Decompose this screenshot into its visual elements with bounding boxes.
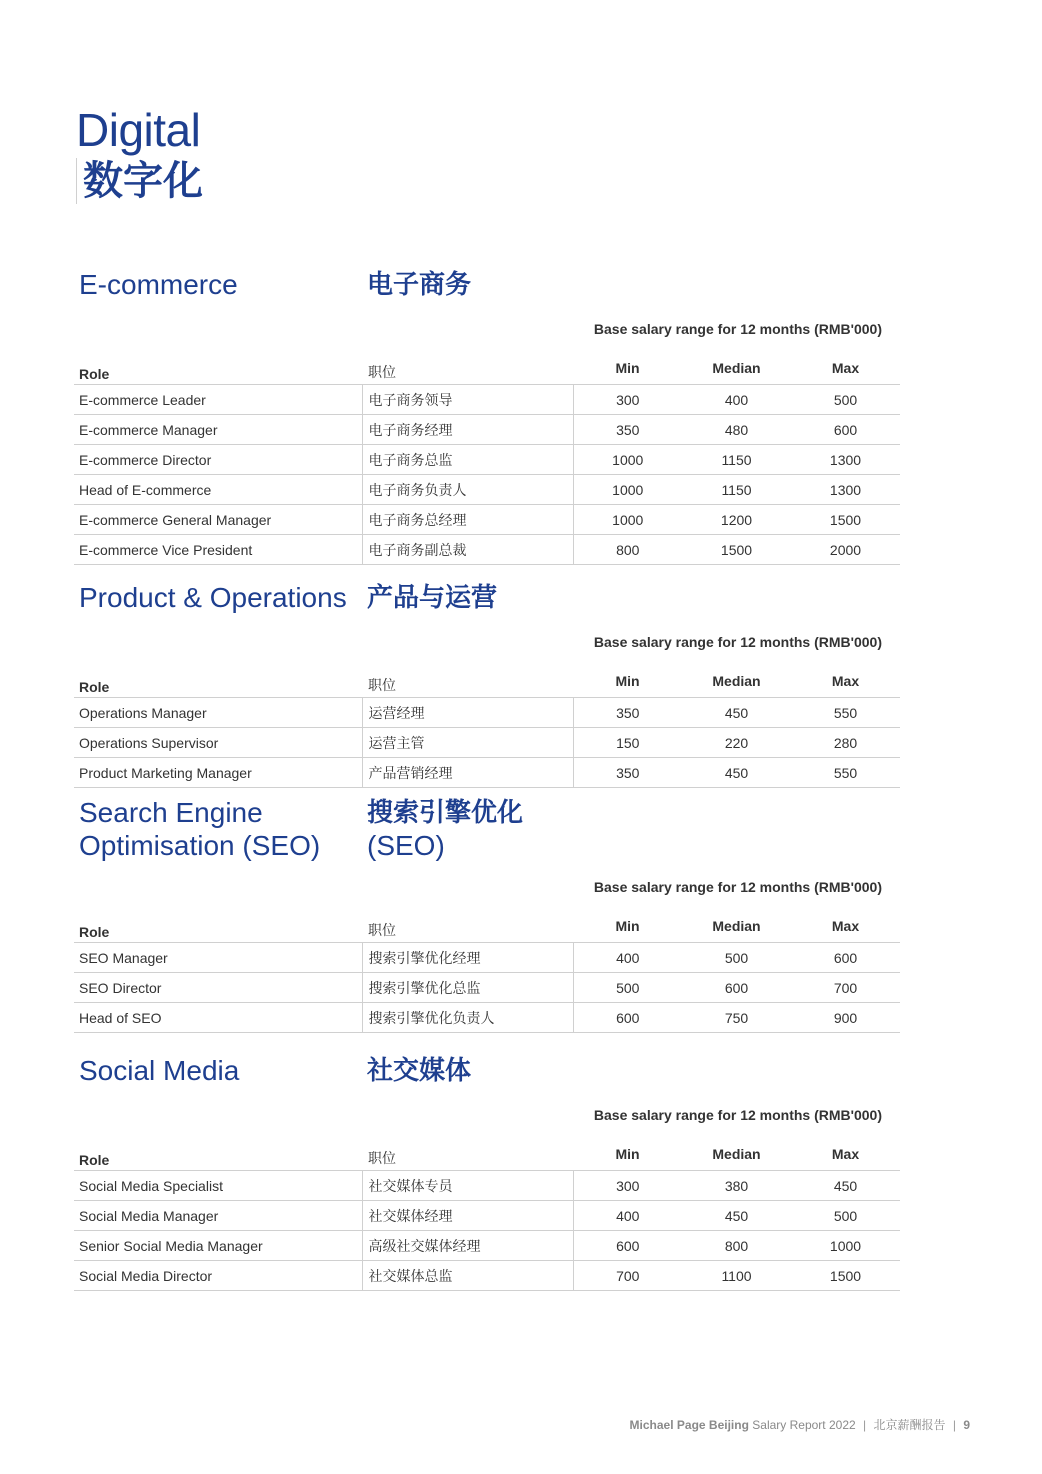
table-row: [74, 973, 900, 1003]
page-title-cn: 数字化: [76, 158, 203, 204]
footer-cn: 北京薪酬报告: [873, 1418, 946, 1432]
section-ecommerce: [74, 268, 900, 565]
cell-role: E-commerce Leader: [74, 385, 362, 415]
cell-role: Operations Supervisor: [74, 728, 362, 758]
col-min: Min: [573, 338, 682, 385]
cell-median: 1200: [682, 505, 791, 535]
cell-role: Senior Social Media Manager: [74, 1231, 362, 1261]
cell-max: 1000: [791, 1231, 900, 1261]
cell-role: E-commerce Manager: [74, 415, 362, 445]
cell-max: 450: [791, 1171, 900, 1201]
col-median: Median: [682, 1124, 791, 1171]
cell-role-cn: 产品营销经理: [362, 758, 573, 788]
section-seo: [74, 796, 900, 1033]
section-title-en: Product & Operations: [79, 582, 347, 613]
col-median: Median: [682, 651, 791, 698]
cell-min: 600: [573, 1003, 682, 1033]
cell-min: 500: [573, 973, 682, 1003]
cell-role-cn: 社交媒体专员: [362, 1171, 573, 1201]
cell-median: 1150: [682, 475, 791, 505]
cell-role: Head of SEO: [74, 1003, 362, 1033]
table-row: [74, 943, 900, 973]
cell-role-cn: 电子商务经理: [362, 415, 573, 445]
section-title-en: E-commerce: [79, 269, 238, 300]
cell-median: 1100: [682, 1261, 791, 1291]
table-header-row: [74, 896, 900, 943]
section-header: [74, 581, 900, 651]
cell-max: 1300: [791, 445, 900, 475]
footer-brand: Michael Page Beijing: [629, 1418, 749, 1432]
section-title-en-line1: Search Engine: [79, 797, 263, 828]
cell-role: Operations Manager: [74, 698, 362, 728]
section-header: [74, 796, 900, 896]
cell-role: E-commerce Director: [74, 445, 362, 475]
cell-role-cn: 电子商务总经理: [362, 505, 573, 535]
table-row: [74, 445, 900, 475]
cell-max: 900: [791, 1003, 900, 1033]
cell-max: 280: [791, 728, 900, 758]
cell-min: 1000: [573, 445, 682, 475]
table-row: [74, 505, 900, 535]
cell-min: 150: [573, 728, 682, 758]
cell-role-cn: 搜索引擎优化总监: [362, 973, 573, 1003]
table-row: [74, 385, 900, 415]
cell-role-cn: 高级社交媒体经理: [362, 1231, 573, 1261]
cell-role-cn: 社交媒体经理: [362, 1201, 573, 1231]
col-max: Max: [791, 651, 900, 698]
cell-median: 1500: [682, 535, 791, 565]
cell-role: SEO Director: [74, 973, 362, 1003]
cell-median: 220: [682, 728, 791, 758]
cell-min: 1000: [573, 475, 682, 505]
cell-role-cn: 运营主管: [362, 728, 573, 758]
col-role-cn: 职位: [362, 651, 573, 698]
cell-min: 800: [573, 535, 682, 565]
cell-role: E-commerce General Manager: [74, 505, 362, 535]
cell-median: 400: [682, 385, 791, 415]
cell-role-cn: 电子商务领导: [362, 385, 573, 415]
range-label: Base salary range for 12 months (RMB'000): [593, 634, 882, 650]
salary-table: [74, 338, 900, 565]
cell-role: Social Media Specialist: [74, 1171, 362, 1201]
col-role: Role: [74, 651, 362, 698]
cell-max: 600: [791, 415, 900, 445]
section-title-en: Social Media: [79, 1055, 240, 1086]
cell-role-cn: 运营经理: [362, 698, 573, 728]
cell-median: 800: [682, 1231, 791, 1261]
col-max: Max: [791, 338, 900, 385]
cell-max: 700: [791, 973, 900, 1003]
table-header-row: [74, 651, 900, 698]
cell-median: 480: [682, 415, 791, 445]
cell-max: 1500: [791, 505, 900, 535]
table-row: [74, 415, 900, 445]
cell-max: 1300: [791, 475, 900, 505]
footer-report: Salary Report 2022: [752, 1418, 856, 1432]
cell-median: 500: [682, 943, 791, 973]
table-row: [74, 1171, 900, 1201]
page-title: [76, 104, 203, 204]
table-row: [74, 475, 900, 505]
col-role: Role: [74, 896, 362, 943]
cell-min: 350: [573, 698, 682, 728]
table-row: [74, 758, 900, 788]
cell-role-cn: 社交媒体总监: [362, 1261, 573, 1291]
col-role-cn: 职位: [362, 1124, 573, 1171]
cell-min: 300: [573, 1171, 682, 1201]
cell-min: 1000: [573, 505, 682, 535]
section-title-cn: 产品与运营: [367, 582, 498, 612]
cell-role-cn: 电子商务总监: [362, 445, 573, 475]
cell-median: 750: [682, 1003, 791, 1033]
section-title-cn: 社交媒体: [367, 1055, 472, 1085]
cell-median: 450: [682, 698, 791, 728]
table-row: [74, 1201, 900, 1231]
section-social-media: [74, 1054, 900, 1291]
cell-max: 600: [791, 943, 900, 973]
col-role-cn: 职位: [362, 896, 573, 943]
cell-median: 450: [682, 1201, 791, 1231]
range-label: Base salary range for 12 months (RMB'000): [593, 1107, 882, 1123]
section-title-en: [79, 796, 320, 862]
footer-separator: |: [863, 1418, 867, 1432]
cell-role: Product Marketing Manager: [74, 758, 362, 788]
cell-role: SEO Manager: [74, 943, 362, 973]
cell-role: E-commerce Vice President: [74, 535, 362, 565]
section-title-cn: [367, 796, 523, 862]
section-title-cn-line2: (SEO): [367, 830, 445, 861]
cell-max: 1500: [791, 1261, 900, 1291]
cell-role: Social Media Director: [74, 1261, 362, 1291]
cell-median: 1150: [682, 445, 791, 475]
table-row: [74, 1003, 900, 1033]
cell-min: 350: [573, 415, 682, 445]
cell-min: 400: [573, 943, 682, 973]
section-title-cn-line1: 搜索引擎优化: [367, 797, 524, 827]
table-row: [74, 698, 900, 728]
cell-min: 600: [573, 1231, 682, 1261]
cell-min: 350: [573, 758, 682, 788]
salary-table: [74, 896, 900, 1033]
cell-median: 600: [682, 973, 791, 1003]
section-header: [74, 1054, 900, 1124]
salary-table: [74, 651, 900, 788]
col-role-cn: 职位: [362, 338, 573, 385]
cell-role-cn: 电子商务副总裁: [362, 535, 573, 565]
section-title-cn: 电子商务: [367, 269, 472, 299]
cell-max: 550: [791, 698, 900, 728]
cell-min: 400: [573, 1201, 682, 1231]
salary-table: [74, 1124, 900, 1291]
col-median: Median: [682, 338, 791, 385]
cell-max: 500: [791, 1201, 900, 1231]
col-min: Min: [573, 1124, 682, 1171]
table-row: [74, 535, 900, 565]
page-number: 9: [963, 1418, 970, 1432]
cell-role: Head of E-commerce: [74, 475, 362, 505]
page-title-en: Digital: [76, 104, 201, 156]
col-role: Role: [74, 1124, 362, 1171]
cell-median: 450: [682, 758, 791, 788]
cell-max: 500: [791, 385, 900, 415]
table-row: [74, 1261, 900, 1291]
col-role: Role: [74, 338, 362, 385]
footer-separator: |: [952, 1418, 956, 1432]
section-header: [74, 268, 900, 338]
table-row: [74, 1231, 900, 1261]
cell-median: 380: [682, 1171, 791, 1201]
cell-min: 700: [573, 1261, 682, 1291]
col-min: Min: [573, 651, 682, 698]
section-product-operations: [74, 581, 900, 788]
cell-max: 550: [791, 758, 900, 788]
cell-role-cn: 电子商务负责人: [362, 475, 573, 505]
table-row: [74, 728, 900, 758]
col-max: Max: [791, 896, 900, 943]
cell-min: 300: [573, 385, 682, 415]
cell-role-cn: 搜索引擎优化负责人: [362, 1003, 573, 1033]
cell-role-cn: 搜索引擎优化经理: [362, 943, 573, 973]
table-header-row: [74, 338, 900, 385]
cell-max: 2000: [791, 535, 900, 565]
section-title-en-line2: Optimisation (SEO): [79, 830, 321, 861]
range-label: Base salary range for 12 months (RMB'000): [593, 321, 882, 337]
page-footer: [630, 1417, 970, 1433]
cell-role: Social Media Manager: [74, 1201, 362, 1231]
col-median: Median: [682, 896, 791, 943]
table-header-row: [74, 1124, 900, 1171]
col-max: Max: [791, 1124, 900, 1171]
range-label: Base salary range for 12 months (RMB'000): [593, 879, 882, 895]
col-min: Min: [573, 896, 682, 943]
